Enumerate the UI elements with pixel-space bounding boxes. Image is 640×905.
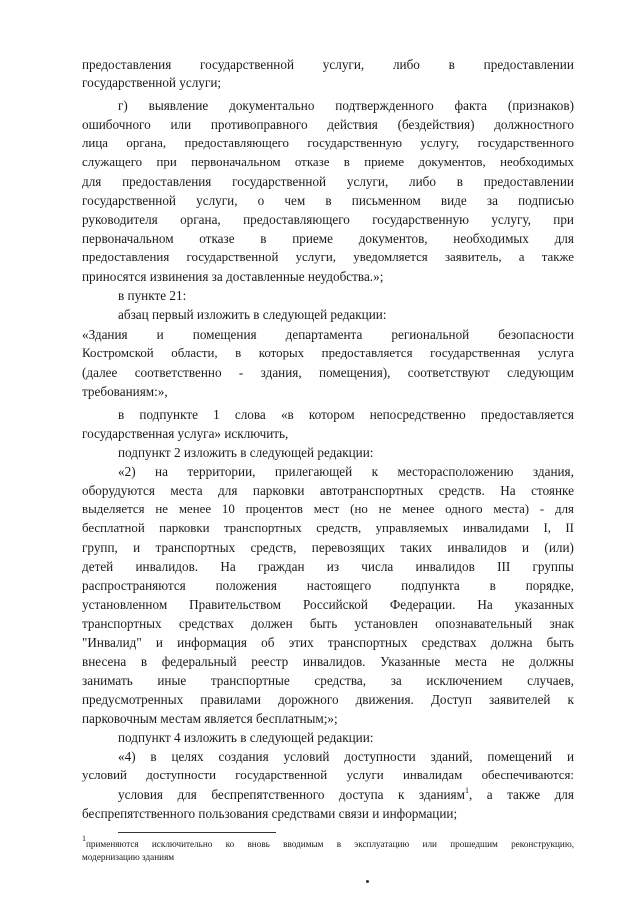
word: должностного: [494, 117, 574, 132]
word: непосредственно: [369, 407, 466, 422]
word: и: [133, 540, 141, 555]
word: -: [539, 502, 545, 516]
word: для: [554, 231, 574, 246]
word: здания,: [532, 464, 574, 479]
word: при: [553, 212, 574, 227]
word: установленном: [82, 597, 168, 612]
word: установлен: [354, 616, 418, 631]
word: документов,: [358, 231, 428, 246]
word: руководителя: [82, 212, 158, 227]
word: за: [486, 193, 498, 208]
footnote-ref: 1: [464, 786, 469, 795]
word: слова: [234, 407, 266, 422]
word: транспортных: [82, 616, 162, 631]
text-line-19: [118, 406, 574, 423]
word: услуги: [346, 768, 384, 782]
word: документов,: [418, 155, 486, 169]
word: группы: [532, 559, 574, 574]
word: государственной: [82, 193, 176, 208]
word: создания: [218, 749, 269, 764]
text-line-4: [82, 116, 574, 133]
text-line-footnoted: [118, 786, 574, 803]
word: случаев,: [527, 673, 574, 688]
word: $^1$применяются: [82, 834, 139, 849]
word: приеме: [364, 155, 405, 169]
line-text: подпункт 4 изложить в следующей редакции:: [118, 730, 374, 745]
word: предоставляющего: [184, 136, 289, 150]
word: опознавательный: [435, 616, 533, 631]
word: услуги,: [346, 174, 389, 189]
word: предоставляется: [321, 346, 413, 360]
word: зданий,: [430, 749, 473, 764]
text-line-13: [118, 287, 574, 304]
word: условия: [118, 787, 163, 802]
word: Указанные: [380, 654, 441, 669]
word: внесена: [82, 654, 127, 669]
word: -: [238, 365, 244, 380]
word: помещений: [487, 749, 553, 764]
word: для: [82, 174, 102, 189]
word: департамента: [285, 327, 363, 342]
word: должен: [251, 616, 293, 631]
word: средствах: [421, 635, 477, 650]
word: «в: [280, 407, 294, 422]
word: подпункта: [401, 578, 460, 593]
word: автотранспортных: [319, 483, 424, 498]
text-line-last: [82, 805, 574, 822]
word: Доступ: [430, 692, 472, 707]
line-text: парковочным местам является бесплатным;»;: [82, 711, 338, 726]
word: места: [454, 654, 487, 669]
word: следующим: [507, 365, 574, 380]
word: инвалидам: [402, 768, 463, 782]
word: I,: [543, 521, 551, 535]
text-line-30: [82, 615, 574, 632]
word: служащего: [82, 155, 143, 169]
word: услуги,: [295, 250, 337, 264]
word: в: [448, 57, 455, 72]
word: в: [118, 407, 125, 422]
text-line-22: [118, 463, 574, 480]
word: быть: [309, 616, 338, 631]
word: выявление: [148, 98, 209, 113]
text-line-3: [118, 97, 574, 114]
text-line-21: [118, 444, 574, 461]
text-line-8: [82, 192, 574, 209]
word: парковки: [159, 521, 210, 535]
word: исключением: [426, 673, 503, 688]
word: условий: [283, 749, 330, 764]
word: детей: [82, 559, 114, 574]
word: письменном: [351, 193, 421, 208]
word: Российской: [302, 597, 368, 612]
word: чем: [284, 193, 306, 208]
word: средств,: [250, 540, 297, 555]
word: инвалидов: [447, 540, 507, 555]
word: органа,: [126, 136, 167, 150]
word: На: [500, 483, 516, 498]
word: первоначальном: [191, 155, 281, 169]
word: мест: [313, 502, 340, 516]
word: должны: [529, 654, 574, 669]
word: также: [507, 787, 541, 802]
word: необходимых: [500, 155, 574, 169]
word: государственную: [372, 212, 469, 227]
word: федеральный: [161, 654, 237, 669]
word: Правительством: [189, 597, 282, 612]
word: реконструкцию,: [511, 839, 574, 849]
text-line-37: [118, 748, 574, 765]
text-line-12: [82, 268, 574, 285]
text-line-35: [82, 710, 574, 727]
word: ошибочного: [82, 117, 151, 132]
text-line-11: [82, 249, 574, 266]
word: государственной: [235, 768, 328, 782]
word: органа,: [180, 212, 221, 227]
word: отказе: [199, 231, 235, 246]
word: государственной: [186, 250, 279, 264]
word: распространяются: [82, 578, 186, 593]
word: средств,: [316, 521, 362, 535]
word: при: [156, 155, 177, 169]
word: или: [170, 117, 192, 132]
text-line-14: [118, 306, 574, 323]
word: бесплатной: [82, 521, 145, 535]
word: таких: [400, 540, 433, 555]
page-mark: [366, 880, 369, 883]
line-text: абзац первый изложить в следующей редакции:: [118, 307, 387, 322]
word: о: [257, 193, 265, 208]
word: целях: [171, 749, 204, 764]
word: прошедшим: [450, 839, 498, 849]
word: 10: [221, 502, 235, 516]
word: для: [218, 483, 238, 498]
word: предоставления: [82, 57, 172, 72]
line-text: подпункт 2 изложить в следующей редакции:: [118, 445, 374, 460]
word: выделяется: [82, 502, 145, 516]
word: порядке,: [525, 578, 574, 593]
word: вновь: [247, 839, 270, 849]
word: быть: [546, 635, 574, 650]
text-line-26: [82, 539, 574, 556]
word: этих: [288, 635, 314, 650]
word: парковки: [252, 483, 305, 498]
word: средствах: [178, 616, 234, 631]
word: доступности: [344, 749, 416, 764]
word: инвалидов: [415, 559, 475, 574]
footnote-text-2: модернизацию зданиям: [82, 852, 175, 862]
word: менее: [178, 502, 212, 516]
word: исключительно: [151, 839, 213, 849]
word: транспортных: [223, 521, 302, 535]
line-text: беспрепятственного пользования средствами связи и информации;: [82, 806, 458, 821]
word: предоставляется: [480, 407, 574, 422]
word: факта: [454, 98, 487, 113]
word: условий: [82, 768, 127, 782]
footnote-separator: [118, 832, 276, 833]
word: действия: [327, 117, 378, 132]
word: помещения: [192, 327, 257, 342]
word: месторасположению: [397, 464, 514, 479]
text-line-17: [82, 364, 574, 381]
word: инвалидов.: [302, 654, 366, 669]
word: стоянке: [531, 483, 574, 498]
word: групп,: [82, 540, 118, 555]
word: услугу,: [420, 136, 460, 150]
word: эксплуатацию: [354, 839, 410, 849]
text-line-7: [82, 173, 574, 190]
word: безопасности: [498, 327, 574, 342]
footnote-line-1: [82, 834, 574, 850]
word: в: [489, 578, 496, 593]
text-line-31: [82, 634, 574, 651]
word: предоставления: [82, 250, 170, 264]
word: На: [477, 597, 493, 612]
word: в: [343, 155, 350, 169]
word: из: [326, 559, 340, 574]
line-text: требованиям:»,: [82, 384, 168, 399]
word: «Здания: [82, 327, 128, 342]
word: услуги,: [196, 193, 238, 208]
word: менее: [402, 502, 435, 516]
word: здания,: [260, 365, 302, 380]
word: котором: [308, 407, 355, 422]
text-line-9: [82, 211, 574, 228]
word: должна: [490, 635, 533, 650]
line-text: государственной услуги;: [82, 75, 222, 90]
word: региональной: [391, 327, 470, 342]
word: (но: [350, 502, 368, 516]
word: в: [325, 193, 332, 208]
word: не: [378, 502, 392, 516]
word: предусмотренных: [82, 692, 184, 707]
word: (бездействия): [397, 117, 475, 132]
text-line-2: [82, 74, 574, 91]
word: знак: [549, 616, 574, 631]
line-text: в пункте 21:: [118, 288, 187, 303]
word: противоправного: [210, 117, 308, 132]
word: г): [118, 98, 128, 113]
word: Костромской: [82, 346, 154, 360]
word: заявителей: [488, 692, 551, 707]
word: дорожного: [277, 692, 339, 707]
word: в: [235, 346, 242, 360]
word: (далее: [82, 365, 118, 380]
word: услуга: [537, 346, 574, 360]
word: виде: [440, 193, 467, 208]
word: информация: [177, 635, 247, 650]
word: а: [486, 787, 493, 802]
text-line-20: [82, 425, 574, 442]
word: за: [390, 673, 402, 688]
word: предоставления: [122, 174, 212, 189]
word: ко: [225, 839, 235, 849]
text-line-32: [82, 653, 574, 670]
word: и: [155, 635, 163, 650]
word: зданиям$^1$,: [418, 786, 473, 802]
word: приеме: [292, 231, 333, 246]
word: к: [371, 464, 379, 479]
text-line-27: [82, 558, 574, 575]
word: также: [541, 250, 574, 264]
word: доступности: [146, 768, 216, 782]
word: транспортные: [210, 673, 290, 688]
word: уведомляется: [353, 250, 428, 264]
word: к: [398, 787, 405, 802]
word: транспортных: [327, 635, 408, 650]
text-line-23: [82, 482, 574, 499]
word: беспрепятственного: [211, 787, 325, 802]
text-line-33: [82, 672, 574, 689]
word: предоставлении: [483, 57, 574, 72]
word: инвалидов.: [135, 559, 199, 574]
word: III: [497, 559, 511, 574]
word: II: [565, 521, 574, 535]
word: на: [155, 464, 168, 479]
word: движения.: [355, 692, 414, 707]
word: предоставляющего: [243, 212, 350, 227]
word: в: [150, 749, 157, 764]
word: и: [566, 749, 574, 764]
word: На: [220, 559, 236, 574]
word: перевозящих: [311, 540, 385, 555]
word: либо: [409, 174, 436, 189]
word: государственного: [477, 136, 574, 150]
word: соответствуют: [407, 365, 490, 380]
text-line-15: [82, 326, 574, 343]
word: в: [336, 839, 342, 849]
word: транспортных: [155, 540, 236, 555]
text-line-5: [82, 135, 574, 152]
word: «2): [118, 464, 136, 479]
text-line-18: [82, 383, 574, 400]
word: в: [456, 174, 463, 189]
word: настоящего: [306, 578, 372, 593]
word: либо: [392, 57, 420, 72]
word: и: [156, 327, 164, 342]
footnote-line-2: [82, 851, 574, 863]
word: места: [170, 483, 203, 498]
word: области,: [171, 346, 218, 360]
word: "Инвалид": [82, 635, 142, 650]
word: соответственно: [134, 365, 222, 380]
word: обеспечиваются:: [481, 768, 574, 782]
word: подписью: [518, 193, 574, 208]
line-text: государственная услуга» исключить,: [82, 426, 289, 441]
line-text: приносятся извинения за доставленные неудобства.»;: [82, 269, 384, 284]
text-line-34: [82, 691, 574, 708]
text-line-38: [82, 767, 574, 784]
word: оборудуются: [82, 483, 155, 498]
word: подтвержденного: [335, 98, 434, 113]
word: 1: [213, 407, 220, 422]
word: инвалидами: [462, 521, 530, 535]
word: в: [140, 654, 148, 669]
text-line-25: [82, 520, 574, 537]
word: (или): [544, 540, 574, 555]
word: а: [518, 250, 525, 264]
word: для: [554, 787, 574, 802]
word: государственную: [307, 136, 402, 150]
word: вводимым: [283, 839, 324, 849]
text-line-16: [82, 345, 574, 362]
footnote-marker: 1: [82, 834, 86, 843]
word: государственной: [200, 57, 295, 72]
word: правилами: [200, 692, 261, 707]
word: Федерации.: [389, 597, 456, 612]
word: и: [522, 540, 530, 555]
word: для: [177, 787, 197, 802]
word: указанных: [514, 597, 574, 612]
word: в: [260, 231, 267, 246]
word: к: [567, 692, 574, 707]
word: одного: [445, 502, 483, 516]
word: числа: [361, 559, 394, 574]
word: первоначальном: [82, 231, 174, 246]
text-line-10: [82, 230, 574, 247]
text-line-36: [118, 729, 574, 746]
word: услугу,: [491, 212, 531, 227]
word: (признаков): [507, 98, 574, 113]
word: управляемых: [375, 521, 449, 535]
word: территории,: [187, 464, 256, 479]
word: реестр: [251, 654, 289, 669]
word: процентов: [245, 502, 303, 516]
word: места): [493, 502, 530, 516]
word: средства,: [314, 673, 367, 688]
word: лица: [82, 136, 108, 150]
word: граждан: [257, 559, 305, 574]
word: положения: [215, 578, 277, 593]
word: занимать: [82, 673, 133, 688]
word: об: [261, 635, 275, 650]
text-line-28: [82, 577, 574, 594]
word: иные: [157, 673, 187, 688]
word: прилегающей: [274, 464, 353, 479]
word: или: [422, 839, 437, 849]
word: документально: [229, 98, 315, 113]
word: подпункте: [139, 407, 198, 422]
word: предоставлении: [483, 174, 574, 189]
text-line-1: [82, 56, 574, 73]
word: государственной: [232, 174, 327, 189]
word: не: [155, 502, 169, 516]
word: помещения),: [318, 365, 391, 380]
word: доступа: [338, 787, 384, 802]
word: которых: [258, 346, 305, 360]
word: «4): [118, 749, 136, 764]
text-line-29: [82, 596, 574, 613]
word: государственная: [430, 346, 521, 360]
text-line-6: [82, 154, 574, 171]
word: услуги,: [322, 57, 365, 72]
word: для: [555, 502, 574, 516]
word: не: [501, 654, 515, 669]
text-line-24: [82, 501, 574, 518]
word: необходимых: [453, 231, 529, 246]
word: заявитель,: [444, 250, 502, 264]
word: средств.: [438, 483, 485, 498]
word: отказе: [294, 155, 330, 169]
